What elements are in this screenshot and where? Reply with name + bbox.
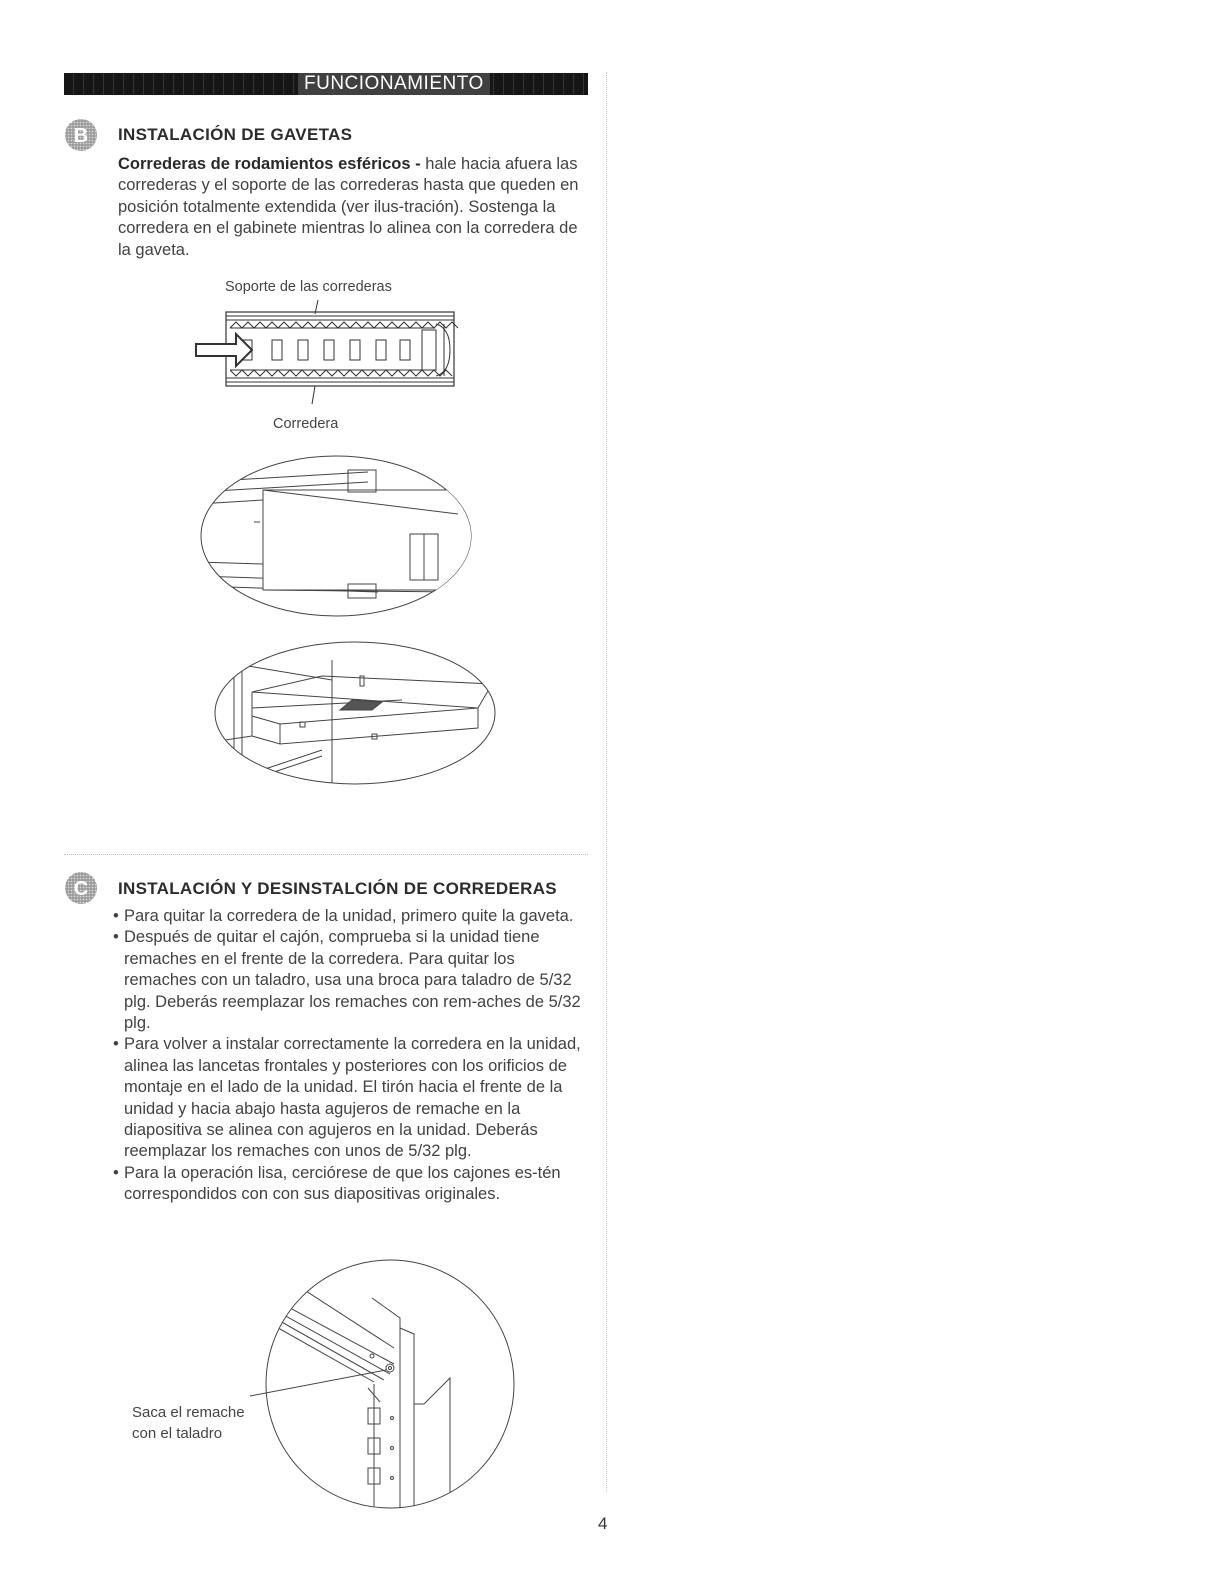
svg-text:C: C: [73, 878, 89, 900]
list-item: • Para quitar la corredera de la unidad, primero quite la gaveta.: [113, 906, 591, 927]
rivet-callout-line-2: con el taladro: [132, 1425, 223, 1442]
section-c-badge-icon: [64, 871, 98, 905]
section-b-lead-text: hale hacia afuera las correderas y el soporte de las correderas hasta que queden en posición totalmente extendida (ver ilus-tración). Sostenga la corredera en el gabinete mientras lo alinea con la corredera de la gaveta.: [118, 155, 579, 259]
list-item: • Para volver a instalar correctamente la corredera en la unidad, alinea las lancetas frontales y posteriores con los orificios de montaje en el lado de la unidad. El tirón hacia el frente de la unidad y hacia abajo hasta agujeros de remache en la diapositiva se alinea con agujeros en la unidad. Deberás reemplazar los remaches con unos de 5/32 plg.: [113, 1034, 591, 1162]
section-separator: [64, 854, 588, 855]
column-divider: [606, 72, 607, 1492]
svg-text:B: B: [73, 125, 89, 147]
ball-bearing-slide-illustration: [190, 300, 460, 412]
slide-detail-circle-illustration: [198, 452, 478, 622]
label-slide-bracket: Soporte de las correderas: [225, 279, 392, 295]
list-item: • Después de quitar el cajón, comprueba si la unidad tiene remaches en el frente de la corredera. Para quitar los remaches con un taladro, usa una broca para taladro de 5/32 plg. Deberás reemplazar los remaches con rem-aches de 5/32 plg.: [113, 927, 591, 1034]
page-number: 4: [598, 1514, 608, 1533]
section-header-title: FUNCIONAMIENTO: [298, 73, 490, 95]
section-b-paragraph: [118, 154, 590, 261]
section-c-bullet-list: [113, 906, 591, 1206]
label-slide: Corredera: [273, 416, 339, 432]
section-header-bar: [64, 73, 588, 95]
section-b-lead-bold: Correderas de rodamientos esféricos -: [118, 155, 421, 173]
rivet-callout-line-1: Saca el remache: [132, 1404, 245, 1421]
section-b-badge-icon: [64, 118, 98, 152]
rivet-removal-illustration: [264, 1258, 519, 1508]
section-c-title: INSTALACIÓN Y DESINSTALCIÓN DE CORREDERAS: [118, 879, 557, 898]
drawer-on-slides-illustration: [212, 640, 502, 790]
section-b-title: INSTALACIÓN DE GAVETAS: [118, 125, 353, 144]
rivet-callout-label: [132, 1402, 245, 1444]
list-item: • Para la operación lisa, cerciórese de que los cajones es-tén correspondidos con con sus diapositivas originales.: [113, 1163, 591, 1206]
